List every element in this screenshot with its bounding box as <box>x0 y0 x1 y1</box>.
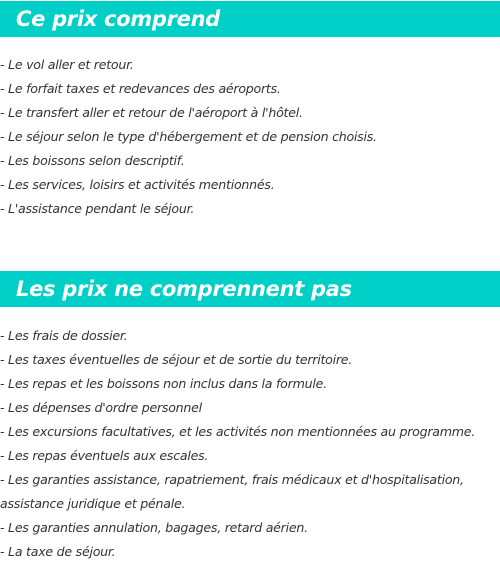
list-item: - Les boissons selon descriptif. <box>0 153 185 168</box>
list-item: - Les dépenses d'ordre personnel <box>0 400 202 415</box>
list-item: - L'assistance pendant le séjour. <box>0 201 195 216</box>
list-item: - Les garanties annulation, bagages, retard aérien. <box>0 520 308 535</box>
list-item: - Les services, loisirs et activités mentionnés. <box>0 177 275 192</box>
included-list <box>0 53 500 221</box>
list-item: - La taxe de séjour. <box>0 544 116 559</box>
list-item: - Le forfait taxes et redevances des aéroports. <box>0 81 281 96</box>
list-item: - Le séjour selon le type d'hébergement et de pension choisis. <box>0 129 377 144</box>
list-item: - Les taxes éventuelles de séjour et de sortie du territoire. <box>0 352 353 367</box>
list-item-continuation: assistance juridique et pénale. <box>0 496 186 511</box>
list-item: - Le transfert aller et retour de l'aéroport à l'hôtel. <box>0 105 303 120</box>
list-item: - Les repas éventuels aux escales. <box>0 448 209 463</box>
not-included-heading: Les prix ne comprennent pas <box>0 271 500 307</box>
list-item: - Les repas et les boissons non inclus dans la formule. <box>0 376 327 391</box>
not-included-section <box>0 271 500 564</box>
included-section <box>0 0 500 221</box>
not-included-list <box>0 324 500 564</box>
list-item: - Le vol aller et retour. <box>0 57 134 72</box>
list-item: - Les frais de dossier. <box>0 328 128 343</box>
included-heading: Ce prix comprend <box>0 1 500 37</box>
list-item: - Les garanties assistance, rapatriement, frais médicaux et d'hospitalisation, <box>0 472 464 487</box>
list-item: - Les excursions facultatives, et les activités non mentionnées au programme. <box>0 424 476 439</box>
